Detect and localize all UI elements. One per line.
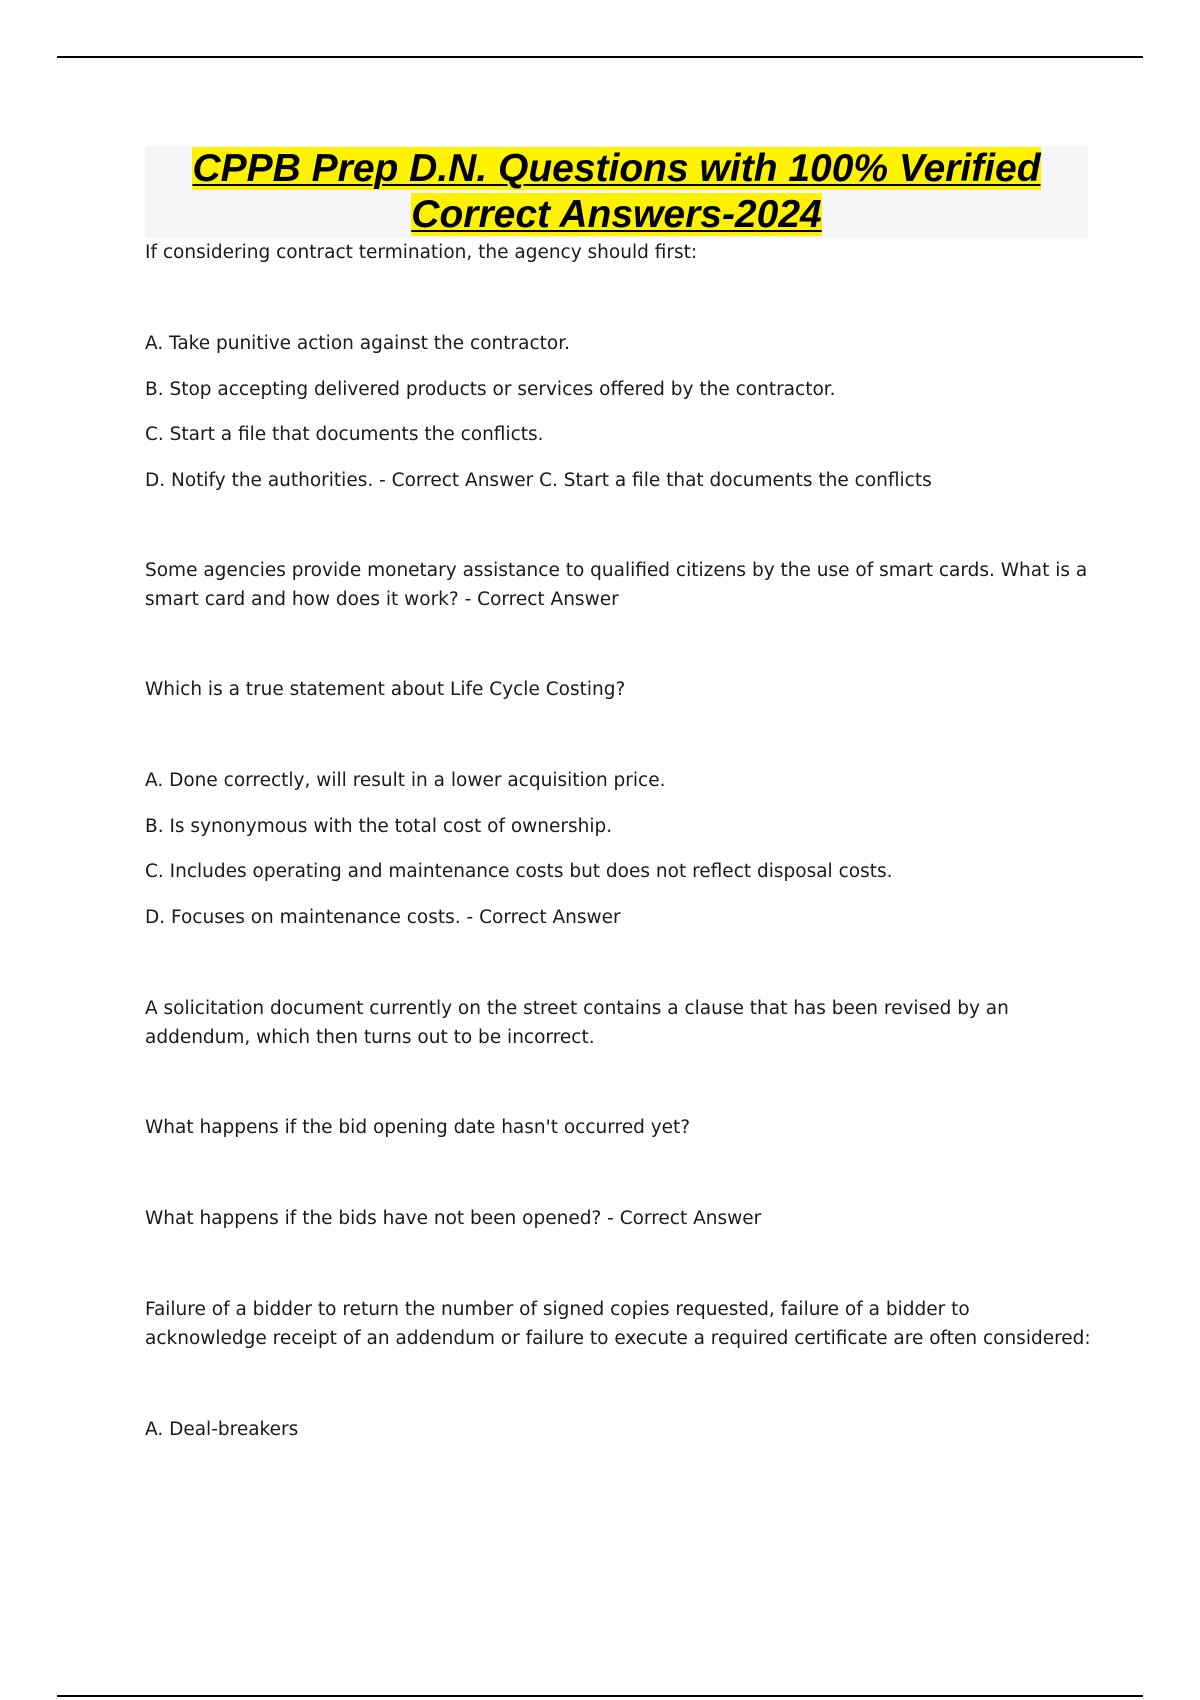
question-2-text: Some agencies provide monetary assistance to qualified citizens by the use of smart cards. What is a smart card and how does it work? - Correct Answer: [145, 560, 1088, 610]
page-title: [145, 146, 1088, 238]
question-1-option-a: A. Take punitive action against the contractor.: [145, 333, 570, 354]
question-3-text: Which is a true statement about Life Cycle Costing?: [145, 679, 626, 700]
question-1-option-b: B. Stop accepting delivered products or services offered by the contractor.: [145, 379, 836, 400]
question-3-option-b: B. Is synonymous with the total cost of ownership.: [145, 816, 613, 837]
question-4-sub-1: What happens if the bid opening date hasn't occurred yet?: [145, 1117, 691, 1138]
question-4-text: A solicitation document currently on the street contains a clause that has been revised by an addendum, which then turns out to be incorrect.: [145, 998, 1009, 1048]
title-line-2: Correct Answers-2024: [411, 193, 822, 236]
question-5-text: Failure of a bidder to return the number of signed copies requested, failure of a bidder to acknowledge receipt of an addendum or failure to execute a required certificate are often considered:: [145, 1299, 1091, 1349]
question-1-option-c: C. Start a file that documents the conflicts.: [145, 424, 544, 445]
question-1-text: If considering contract termination, the agency should first:: [145, 242, 698, 263]
question-4-sub-2-answer: What happens if the bids have not been opened? - Correct Answer: [145, 1208, 762, 1229]
question-1-option-d-answer: D. Notify the authorities. - Correct Answer C. Start a file that documents the conflicts: [145, 470, 932, 491]
title-line-1: CPPB Prep D.N. Questions with 100% Verified: [192, 147, 1041, 190]
question-3-option-a: A. Done correctly, will result in a lower acquisition price.: [145, 770, 666, 791]
question-5-option-a: A. Deal-breakers: [145, 1419, 299, 1440]
question-3-option-c: C. Includes operating and maintenance costs but does not reflect disposal costs.: [145, 861, 893, 882]
top-divider: [57, 56, 1143, 58]
bottom-divider: [57, 1695, 1143, 1697]
question-3-option-d-answer: D. Focuses on maintenance costs. - Correct Answer: [145, 907, 621, 928]
